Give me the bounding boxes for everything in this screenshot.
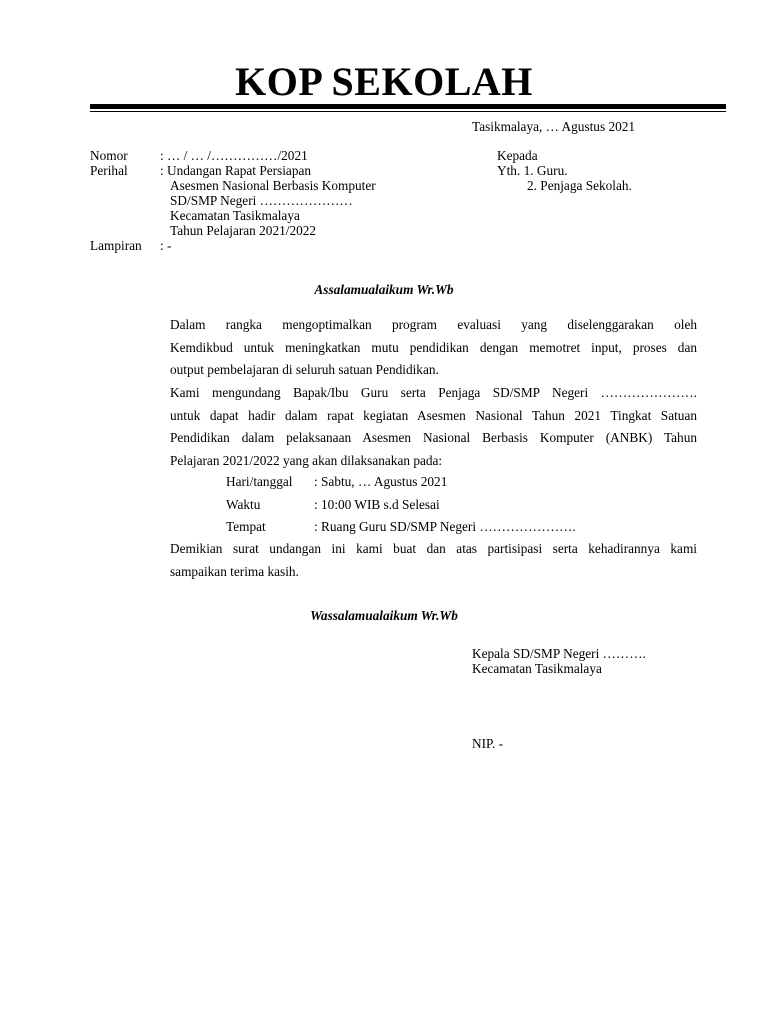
- paragraph-line: output pembelajaran di seluruh satuan Pendidikan.: [170, 362, 439, 378]
- perihal-line: SD/SMP Negeri …………………: [170, 193, 353, 208]
- opening-salutation: Assalamualaikum Wr.Wb: [314, 282, 454, 297]
- closing-paragraph: [170, 538, 697, 583]
- paragraph-line: Kami mengundang Bapak/Ibu Guru serta Penjaga SD/SMP Negeri ………………….: [170, 385, 697, 400]
- lampiran-value: : -: [160, 238, 172, 253]
- perihal-line: Kecamatan Tasikmalaya: [170, 208, 300, 223]
- signature-title: Kepala SD/SMP Negeri ……….: [472, 646, 646, 661]
- schedule-value: : 10:00 WIB s.d Selesai: [314, 497, 440, 512]
- letterhead-rule-thin: [90, 111, 726, 112]
- schedule-label: Tempat: [226, 519, 266, 534]
- perihal-label: Perihal: [90, 163, 128, 178]
- paragraph-line: untuk dapat hadir dalam rapat kegiatan Asesmen Nasional Tahun 2021 Tingkat Satuan: [170, 407, 697, 423]
- paragraph-line: Demikian surat undangan ini kami buat dan atas partisipasi serta kehadirannya kami: [170, 541, 697, 556]
- paragraph-line: Pelajaran 2021/2022 yang akan dilaksanakan pada:: [170, 452, 443, 468]
- letterhead-title: KOP SEKOLAH: [235, 59, 533, 104]
- perihal-line: : Undangan Rapat Persiapan: [160, 163, 312, 178]
- schedule-value: : Sabtu, … Agustus 2021: [314, 474, 448, 489]
- lampiran-label: Lampiran: [90, 238, 142, 253]
- paragraph-line: Pendidikan dalam pelaksanaan Asesmen Nasional Berbasis Komputer (ANBK) Tahun: [170, 430, 697, 446]
- place-date: Tasikmalaya, … Agustus 2021: [472, 119, 636, 134]
- signature-nip: NIP. -: [472, 736, 504, 751]
- letterhead-rule-thick: [90, 104, 726, 109]
- recipient-second: 2. Penjaga Sekolah.: [527, 178, 632, 193]
- paragraph-line: Kemdikbud untuk meningkatkan mutu pendidikan dengan memotret input, proses dan: [170, 339, 697, 355]
- recipient-kepada: Kepada: [497, 148, 538, 163]
- body-paragraph-2: [170, 382, 697, 472]
- perihal-line: Asesmen Nasional Berbasis Komputer: [170, 178, 376, 193]
- perihal-line: Tahun Pelajaran 2021/2022: [170, 223, 317, 238]
- paragraph-line: Dalam rangka mengoptimalkan program evaluasi yang diselenggarakan oleh: [170, 317, 697, 332]
- schedule-label: Hari/tanggal: [226, 474, 293, 489]
- closing-salutation: Wassalamualaikum Wr.Wb: [310, 608, 458, 623]
- schedule-value: : Ruang Guru SD/SMP Negeri ………………….: [314, 519, 576, 534]
- schedule-label: Waktu: [226, 497, 261, 512]
- nomor-value: : … / … /……………/2021: [160, 148, 308, 163]
- nomor-label: Nomor: [90, 148, 128, 163]
- paragraph-line: sampaikan terima kasih.: [170, 563, 299, 579]
- signature-district: Kecamatan Tasikmalaya: [472, 661, 602, 676]
- recipient-yth: Yth. 1. Guru.: [497, 163, 568, 178]
- body-paragraph-1: [170, 314, 697, 382]
